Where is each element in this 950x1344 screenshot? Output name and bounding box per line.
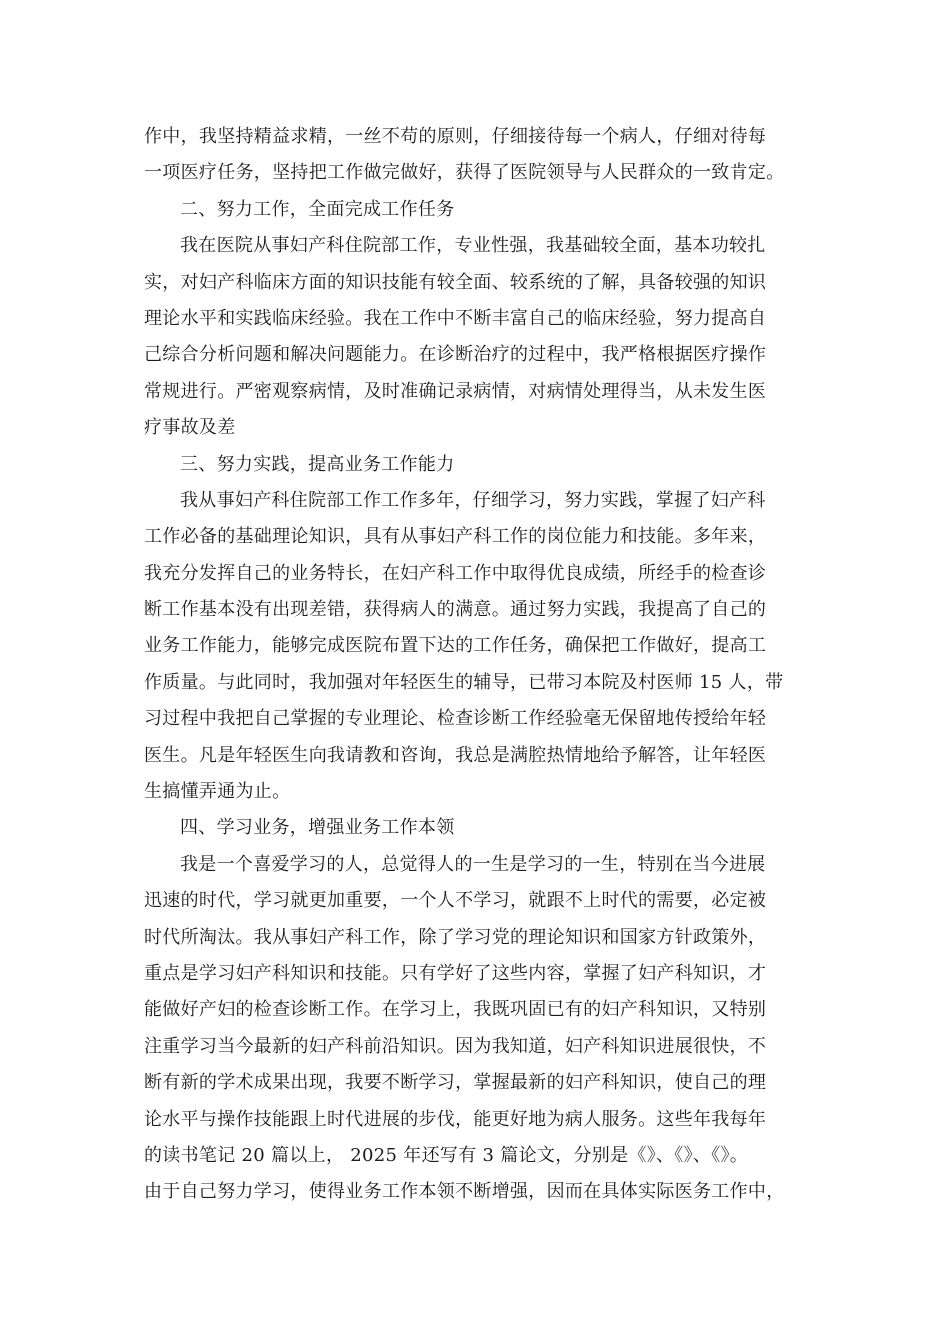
text-line: 的读书笔记 20 篇以上， 2025 年还写有 3 篇论文，分别是《》、《》、《》。	[144, 1144, 749, 1166]
text-line: 己综合分析问题和解决问题能力。在诊断治疗的过程中，我严格根据医疗操作	[144, 344, 767, 366]
text-line: 业务工作能力，能够完成医院布置下达的工作任务，确保把工作做好，提高工	[144, 635, 767, 657]
text-line: 断有新的学术成果出现，我要不断学习，掌握最新的妇产科知识，使自己的理	[144, 1072, 767, 1094]
text-line: 论水平与操作技能跟上时代进展的步伐，能更好地为病人服务。这些年我每年	[144, 1108, 767, 1130]
text-line: 由于自己努力学习，使得业务工作本领不断增强，因而在具体实际医务工作中，	[144, 1181, 785, 1203]
text-line: 断工作基本没有出现差错，获得病人的满意。通过努力实践，我提高了自己的	[144, 599, 767, 621]
text-line: 迅速的时代，学习就更加重要，一个人不学习，就跟不上时代的需要，必定被	[144, 890, 767, 912]
text-line: 三、努力实践，提高业务工作能力	[180, 453, 455, 475]
text-line: 作质量。与此同时，我加强对年轻医生的辅导，已带习本院及村医师 15 人，带	[144, 671, 784, 693]
text-line: 医生。凡是年轻医生向我请教和咨询，我总是满腔热情地给予解答，让年轻医	[144, 744, 767, 766]
text-line: 注重学习当今最新的妇产科前沿知识。因为我知道，妇产科知识进展很快，不	[144, 1035, 767, 1057]
text-line: 疗事故及差	[144, 417, 236, 439]
text-line: 理论水平和实践临床经验。我在工作中不断丰富自己的临床经验，努力提高自	[144, 307, 767, 329]
text-line: 生搞懂弄通为止。	[144, 781, 291, 803]
text-line: 我从事妇产科住院部工作工作多年，仔细学习，努力实践，掌握了妇产科	[180, 489, 766, 511]
text-line: 能做好产妇的检查诊断工作。在学习上，我既巩固已有的妇产科知识，又特别	[144, 999, 767, 1021]
text-line: 实，对妇产科临床方面的知识技能有较全面、较系统的了解，具备较强的知识	[144, 271, 767, 293]
text-line: 常规进行。严密观察病情，及时准确记录病情，对病情处理得当，从未发生医	[144, 380, 767, 402]
text-line: 时代所淘汰。我从事妇产科工作，除了学习党的理论知识和国家方针政策外，	[144, 926, 767, 948]
document-body	[144, 119, 810, 1211]
text-line: 工作必备的基础理论知识，具有从事妇产科工作的岗位能力和技能。多年来，	[144, 526, 767, 548]
text-line: 我充分发挥自己的业务特长，在妇产科工作中取得优良成绩，所经手的检查诊	[144, 562, 767, 584]
text-line: 作中，我坚持精益求精，一丝不苟的原则，仔细接待每一个病人，仔细对待每	[144, 126, 767, 147]
text-line: 四、学习业务，增强业务工作本领	[180, 817, 455, 839]
text-line: 我是一个喜爱学习的人，总觉得人的一生是学习的一生，特别在当今进展	[180, 853, 766, 875]
text-line: 二、努力工作，全面完成工作任务	[180, 198, 455, 220]
text-line: 一项医疗任务，坚持把工作做完做好，获得了医院领导与人民群众的一致肯定。	[144, 162, 785, 184]
text-line: 我在医院从事妇产科住院部工作，专业性强，我基础较全面，基本功较扎	[180, 235, 766, 257]
text-line: 习过程中我把自己掌握的专业理论、检查诊断工作经验毫无保留地传授给年轻	[144, 708, 767, 730]
text-line: 重点是学习妇产科知识和技能。只有学好了这些内容，掌握了妇产科知识，才	[144, 962, 767, 984]
